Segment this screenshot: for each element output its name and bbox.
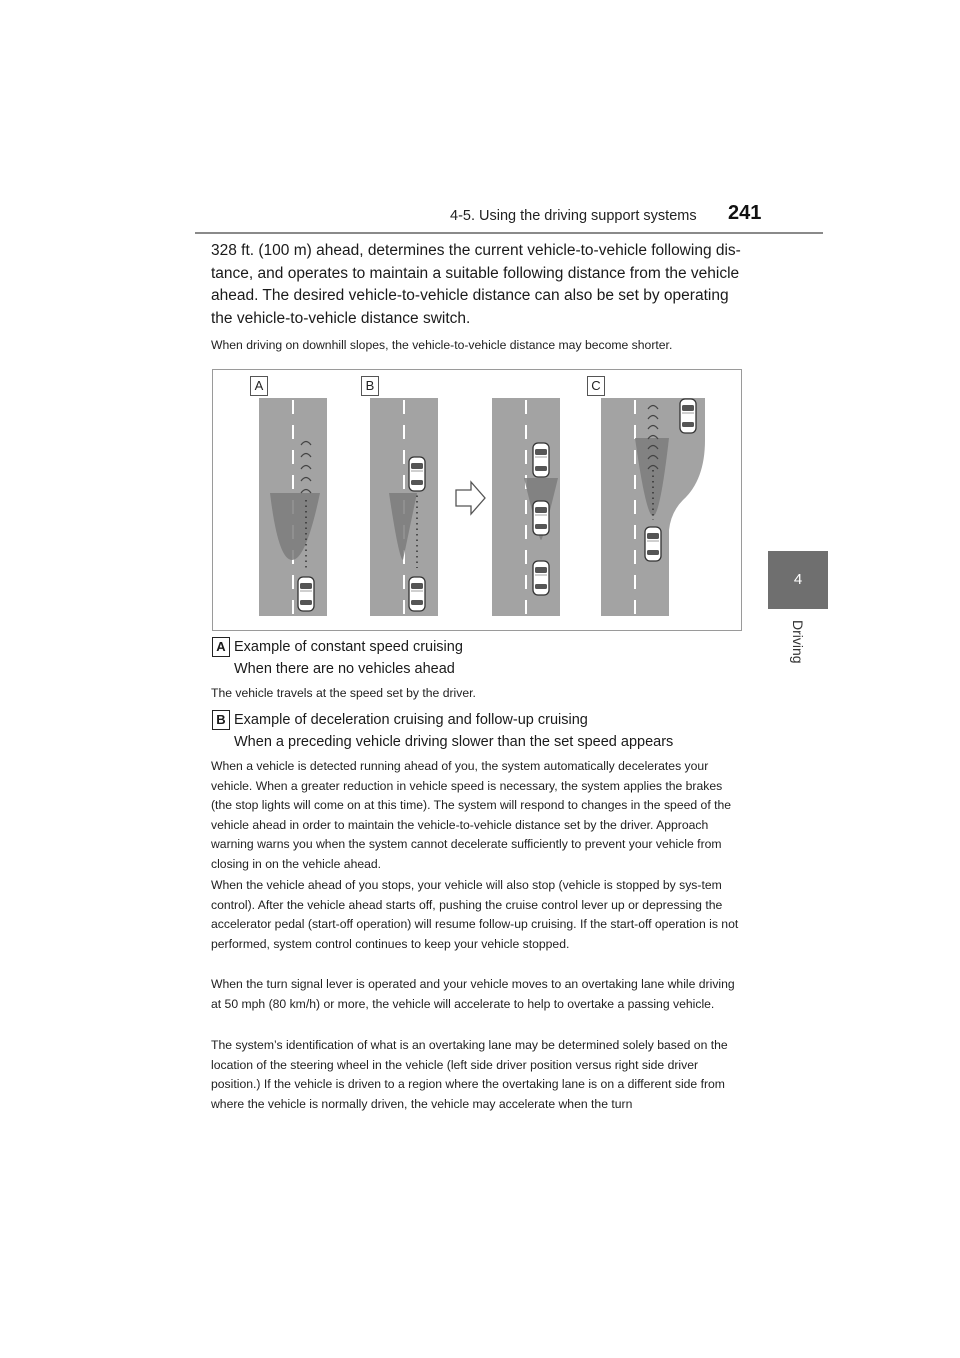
own-vehicle-a (298, 577, 314, 611)
section-b-paragraph-2: When the vehicle ahead of you stops, your vehicle will also stop (vehicle is stopped by sys-tem control). After the vehicle ahead starts off, pushing the cruise control lever up or depressing the accelerator pedal (start-off operation) will resume follow-up cruising. If the start-off operation is not performed, system control continues to keep your vehicle stopped. (211, 878, 739, 951)
running-header-title: 4-5. Using the driving support systems (450, 208, 697, 224)
cruise-control-illustration (213, 370, 741, 630)
chapter-tab-label: Driving (790, 620, 806, 664)
own-vehicle-b2 (533, 561, 549, 595)
road-panel-b (370, 398, 560, 616)
section-a-badge: A (212, 637, 230, 657)
page-number: 241 (728, 202, 762, 224)
section-b-paragraph-3: When the turn signal lever is operated and your vehicle moves to an overtaking lane while driving at 50 mph (80 km/h) or more, the vehicle will accelerate to help to overtake a passing vehicle. (211, 977, 735, 1011)
header-divider (195, 232, 823, 234)
intro-paragraph: 328 ft. (100 m) ahead, determines the current vehicle-to-vehicle following dis-tance, and operates to maintain a suitable following distance from the vehicle ahead. The desired vehicle-to-vehicle distance can also be set by operating the vehicle-to-vehicle distance switch. (211, 242, 741, 327)
chapter-tab: 4 (768, 551, 828, 609)
section-b-paragraph-4: The system’s identification of what is an overtaking lane may be determined solely based on the location of the steering wheel in the vehicle (left side driver position versus right side driver position.) If the vehicle is driven to a region where the overtaking lane is on a different side from where the vehicle is normally driven, the vehicle may accelerate when the turn (211, 1038, 728, 1111)
road-panel-a (259, 398, 327, 616)
section-b-paragraph-1: When a vehicle is detected running ahead of you, the system automatically decelerates your vehicle. When a greater reduction in vehicle speed is necessary, the system applies the brakes (the stop lights will come on at this time). The system will respond to changes in the speed of the vehicle ahead in order to maintain the vehicle-to-vehicle distance set by the driver. Approach warning warns you when the system cannot decelerate sufficiently to prevent your vehicle from closing in on the vehicle ahead. (211, 759, 732, 871)
section-b-title: Example of deceleration cruising and follow-up cruising (234, 712, 588, 728)
section-a-title: Example of constant speed cruising (234, 639, 463, 655)
own-vehicle-c (645, 527, 661, 561)
figure-label-c: C (587, 376, 605, 396)
downhill-note: When driving on downhill slopes, the vehicle-to-vehicle distance may become shorter. (211, 338, 673, 352)
overtaken-vehicle-c (680, 399, 696, 433)
section-a-subtitle: When there are no vehicles ahead (234, 661, 455, 677)
section-a-body: The vehicle travels at the speed set by the driver. (211, 686, 476, 700)
figure-label-b: B (361, 376, 379, 396)
own-vehicle-b (409, 577, 425, 611)
own-vehicle-b2-middle (533, 501, 549, 535)
figure-label-a: A (250, 376, 268, 396)
road-panel-c (601, 398, 705, 616)
transition-arrow (456, 482, 485, 514)
preceding-vehicle-b2 (533, 443, 549, 477)
cruise-control-figure (212, 369, 742, 631)
section-b-subtitle: When a preceding vehicle driving slower than the set speed appears (234, 734, 674, 750)
section-b-badge: B (212, 710, 230, 730)
preceding-vehicle-b (409, 457, 425, 491)
